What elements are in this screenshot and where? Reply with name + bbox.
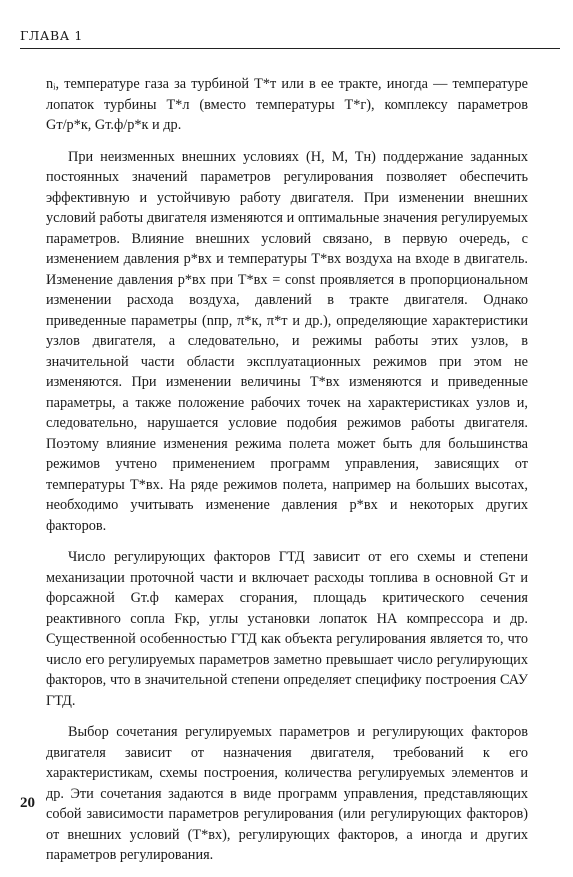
page-body bbox=[46, 74, 528, 877]
paragraph-4: Выбор сочетания регулируемых параметров и регулирующих факторов двигателя зависит от назначения двигателя, требований к его характеристикам, схемы построения, количества регулируемых элементов и др. Эти сочетания задаются в виде программ управления, представляющих собой зависимости параметров регулирования (или регулирующих факторов) от внешних условий (T*вх), регулирующих факторов, а иногда и других параметров регулирования. bbox=[46, 724, 528, 863]
paragraph-3: Число регулирующих факторов ГТД зависит от его схемы и степени механизации проточной части и включает расходы топлива в основной Gт и форсажной Gт.ф камерах сгорания, площадь критического сечения реактивного сопла Fкр, углы установки лопаток НА компрессора и др. Существенной особенностью ГТД как объекта регулирования является то, что число его регулируемых параметров заметно превышает число регулирующих факторов, что в значительной степени определяет специфику построения САУ ГТД. bbox=[46, 549, 528, 709]
paragraph-1: nᵢ, температуре газа за турбиной T*т или в ее тракте, иногда — температуре лопаток турбины T*л (вместо температуры T*г), комплексу параметров Gт/p*к, Gт.ф/p*к и др. bbox=[46, 76, 528, 133]
page-number: 20 bbox=[20, 795, 35, 811]
chapter-header: ГЛАВА 1 bbox=[20, 28, 560, 49]
paragraph-2: При неизменных внешних условиях (H, M, Tн) поддержание заданных постоянных значений параметров регулирования позволяет обеспечить эффективную и устойчивую работу двигателя. При изменении внешних условий работы двигателя изменяются и оптимальные значения регулируемых параметров. Влияние внешних условий связано, в первую очередь, с изменением давления p*вх и температуры T*вх воздуха на входе в двигатель. Изменение давления p*вх при T*вх = const проявляется в пропорциональном изменении расхода воздуха, давлений в тракте двигателя. Однако приведенные параметры (nпр, π*к, π*т и др.), определяющие характеристики узлов двигателя, а следовательно, и режимы работы этих узлов, в значительной части области эксплуатационных режимов при этом не изменяются. При изменении величины T*вх изменяются и приведенные параметры, а также положение рабочих точек на характеристиках узлов и, следовательно, нарушается условие подобия режимов работы двигателя. Поэтому влияние изменения режима полета может быть для большинства режимов учтено применением программ управления, зависящих от температуры T*вх. На ряде режимов полета, например на больших высотах, необходимо учитывать изменение давления p*вх и некоторых других факторов. bbox=[46, 148, 528, 534]
